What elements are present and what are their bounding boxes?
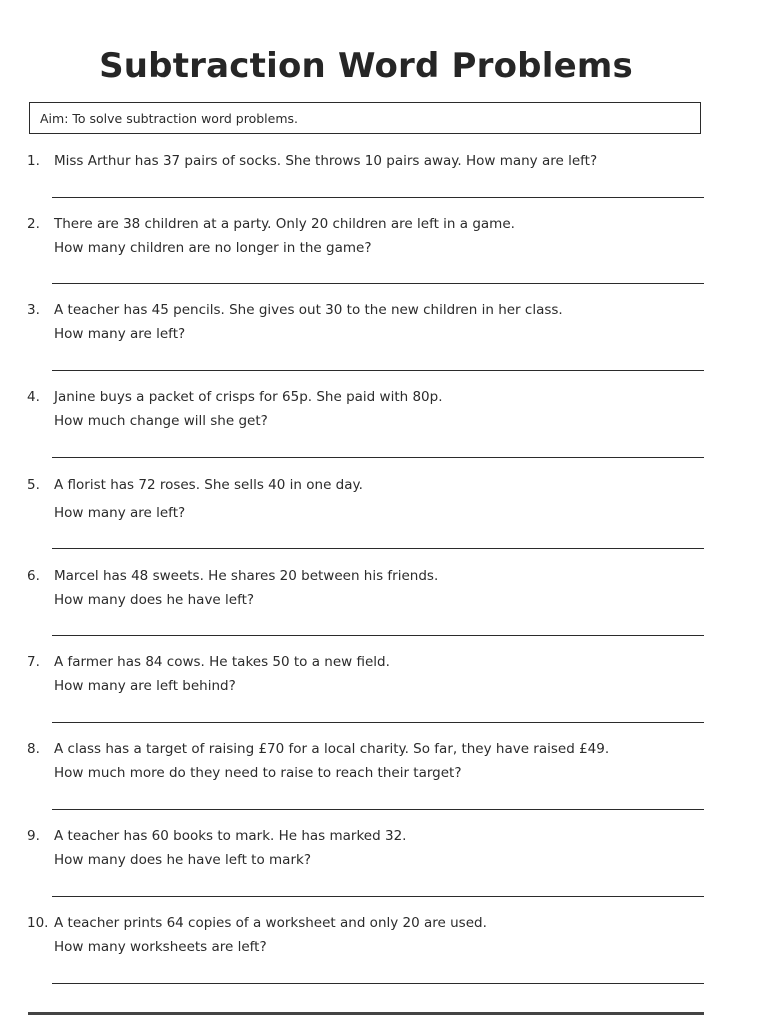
answer-line-8[interactable] bbox=[52, 809, 704, 810]
bottom-rule bbox=[28, 1012, 704, 1015]
question-number: 9. bbox=[27, 828, 40, 844]
question-number: 10. bbox=[27, 915, 49, 931]
answer-line-9[interactable] bbox=[52, 896, 704, 897]
answer-line-5[interactable] bbox=[52, 548, 704, 549]
answer-line-3[interactable] bbox=[52, 370, 704, 371]
question-text-line: How many are left behind? bbox=[54, 678, 236, 694]
question-number: 4. bbox=[27, 389, 40, 405]
question-number: 1. bbox=[27, 153, 40, 169]
answer-line-2[interactable] bbox=[52, 283, 704, 284]
answer-line-6[interactable] bbox=[52, 635, 704, 636]
question-text-line: How much more do they need to raise to reach their target? bbox=[54, 765, 462, 781]
question-text-line: A farmer has 84 cows. He takes 50 to a new field. bbox=[54, 654, 390, 670]
question-text-line: Janine buys a packet of crisps for 65p. She paid with 80p. bbox=[54, 389, 443, 405]
answer-line-4[interactable] bbox=[52, 457, 704, 458]
question-number: 8. bbox=[27, 741, 40, 757]
question-text-line: A teacher has 45 pencils. She gives out 30 to the new children in her class. bbox=[54, 302, 563, 318]
aim-box bbox=[29, 102, 701, 134]
question-text-line: There are 38 children at a party. Only 20 children are left in a game. bbox=[54, 216, 515, 232]
question-text-line: How many are left? bbox=[54, 505, 186, 521]
question-text-line: A class has a target of raising £70 for a local charity. So far, they have raised £49. bbox=[54, 741, 610, 757]
answer-line-10[interactable] bbox=[52, 983, 704, 984]
question-text-line: Miss Arthur has 37 pairs of socks. She throws 10 pairs away. How many are left? bbox=[54, 153, 598, 169]
question-number: 7. bbox=[27, 654, 40, 670]
page-title: Subtraction Word Problems bbox=[99, 46, 633, 86]
question-number: 3. bbox=[27, 302, 40, 318]
question-text-line: Marcel has 48 sweets. He shares 20 between his friends. bbox=[54, 568, 439, 584]
question-number: 6. bbox=[27, 568, 40, 584]
question-text-line: How many does he have left to mark? bbox=[54, 852, 311, 868]
question-text-line: How many children are no longer in the game? bbox=[54, 240, 372, 256]
question-number: 5. bbox=[27, 477, 40, 493]
question-text-line: How many does he have left? bbox=[54, 592, 255, 608]
question-number: 2. bbox=[27, 216, 40, 232]
question-text-line: A teacher has 60 books to mark. He has marked 32. bbox=[54, 828, 407, 844]
question-text-line: A teacher prints 64 copies of a worksheet and only 20 are used. bbox=[54, 915, 487, 931]
answer-line-7[interactable] bbox=[52, 722, 704, 723]
question-text-line: A florist has 72 roses. She sells 40 in one day. bbox=[54, 477, 363, 493]
aim-text: Aim: To solve subtraction word problems. bbox=[40, 111, 298, 126]
question-text-line: How much change will she get? bbox=[54, 413, 268, 429]
answer-line-1[interactable] bbox=[52, 197, 704, 198]
question-text-line: How many are left? bbox=[54, 326, 186, 342]
question-text-line: How many worksheets are left? bbox=[54, 939, 267, 955]
